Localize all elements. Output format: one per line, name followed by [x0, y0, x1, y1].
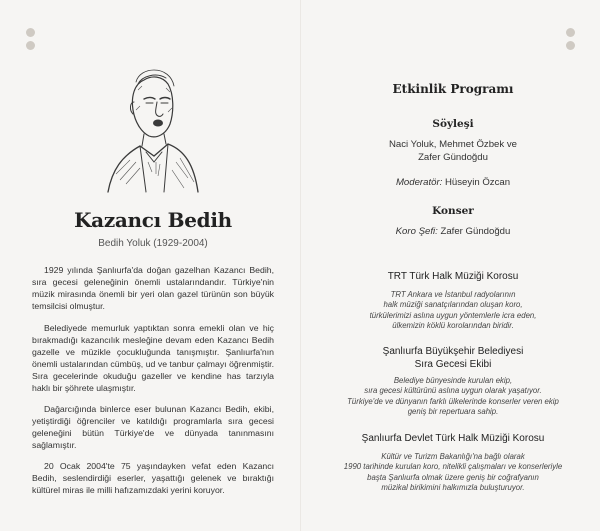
soylesi-speakers: Zafer Gündoğdu [418, 152, 488, 163]
group-description: TRT Ankara ve İstanbul radyolarının [390, 290, 516, 299]
moderator-label: Moderatör: [395, 177, 443, 188]
group-description: sıra gecesi kültürünü aslına uygun olarak yaşatıyor. [364, 386, 542, 395]
binding-hole [26, 41, 35, 50]
binding-hole [566, 28, 575, 37]
group-description: başta Şanlıurfa olmak üzere geniş bir coğrafyanın [367, 473, 539, 482]
page-title: Kazancı Bedih [74, 208, 232, 232]
group-description: 1990 tarihinde kurulan koro, nitelikli çalışmaları ve konserleriyle [343, 462, 563, 471]
soylesi-heading: Söyleşi [432, 118, 474, 130]
page-subtitle: Bedih Yoluk (1929-2004) [98, 238, 208, 249]
konser-heading: Konser [432, 205, 474, 217]
group-description: müzikal birikimini halkımızla buluşturuyor. [381, 483, 525, 492]
group-description: Türkiye'de ve dünyanın farklı ülkelerinde konserler veren ekip [347, 397, 559, 406]
group-description: türkülerimizi aslına uygun yöntemlerle icra eden, [369, 311, 537, 320]
group-description: halk müziği sanatçılarından oluşan koro, [383, 300, 523, 309]
group-description: Kültür ve Turizm Bakanlığı'na bağlı olarak [381, 452, 525, 461]
program-title: Etkinlik Programı [392, 82, 514, 96]
group-title: Şanlıurfa Devlet Türk Halk Müziği Korosu [361, 433, 545, 444]
koro-line [318, 225, 588, 238]
bio-paragraph: Belediyede memurluk yaptıktan sonra emekli olan ve hiç bırakmadığı kazancılık mesleğine devam eden Kazancı Bedih gazelle ve müzikle çocukluğunda tanışmıştır. Şanlıurfa'nın önemli ustalarından cümbüş, ud ve tanbur çalmayı öğrenmiştir. Sıra gecelerinde okuduğu gazeller ve kendine has tarzıyla haklı bir şöhrete ulaşmıştır. [32, 323, 274, 394]
portrait-illustration [86, 62, 216, 197]
group-title: TRT Türk Halk Müziği Korosu [387, 271, 519, 282]
bio-paragraph: 20 Ocak 2004'te 75 yaşındayken vefat eden Kazancı Bedih, seslendirdiği eserler, yaşattığı gelenek ve bıraktığı kültürel miras ile milli hafızamızdaki yerini koruyor. [32, 461, 274, 496]
bio-paragraph: Dağarcığında binlerce eser bulunan Kazancı Bedih, ekibi, yetiştirdiği öğrenciler ve katıldığı programlarla sıra gecesi geleneğini bütün Türkiye'de ve dünyada tanınmasını sağlamıştır. [32, 404, 274, 451]
group-title: Sıra Gecesi Ekibi [414, 359, 492, 370]
binding-hole [26, 28, 35, 37]
page-fold [300, 0, 301, 531]
soylesi-speakers: Naci Yoluk, Mehmet Özbek ve [389, 139, 517, 150]
group-description: geniş bir repertuara sahip. [407, 407, 499, 416]
binding-hole [566, 41, 575, 50]
koro-label: Koro Şefi: [395, 226, 438, 237]
group-description: ülkemizin köklü korolarından biridir. [392, 321, 514, 330]
group-description: Belediye bünyesinde kurulan ekip, [393, 376, 513, 385]
koro-name: Zafer Gündoğdu [440, 226, 511, 237]
bio-paragraph: 1929 yılında Şanlıurfa'da doğan gazelhan Kazancı Bedih, sıra gecesi geleneğinin önemli ustalarındandır. Türkiye'nin müzik mirasında önemli bir yeri olan gazel türünün son büyük temsilcisi olmuştur. [32, 265, 274, 312]
moderator-name: Hüseyin Özcan [445, 177, 511, 188]
group-title: Şanlıurfa Büyükşehir Belediyesi [382, 346, 524, 357]
moderator-line [318, 176, 588, 189]
